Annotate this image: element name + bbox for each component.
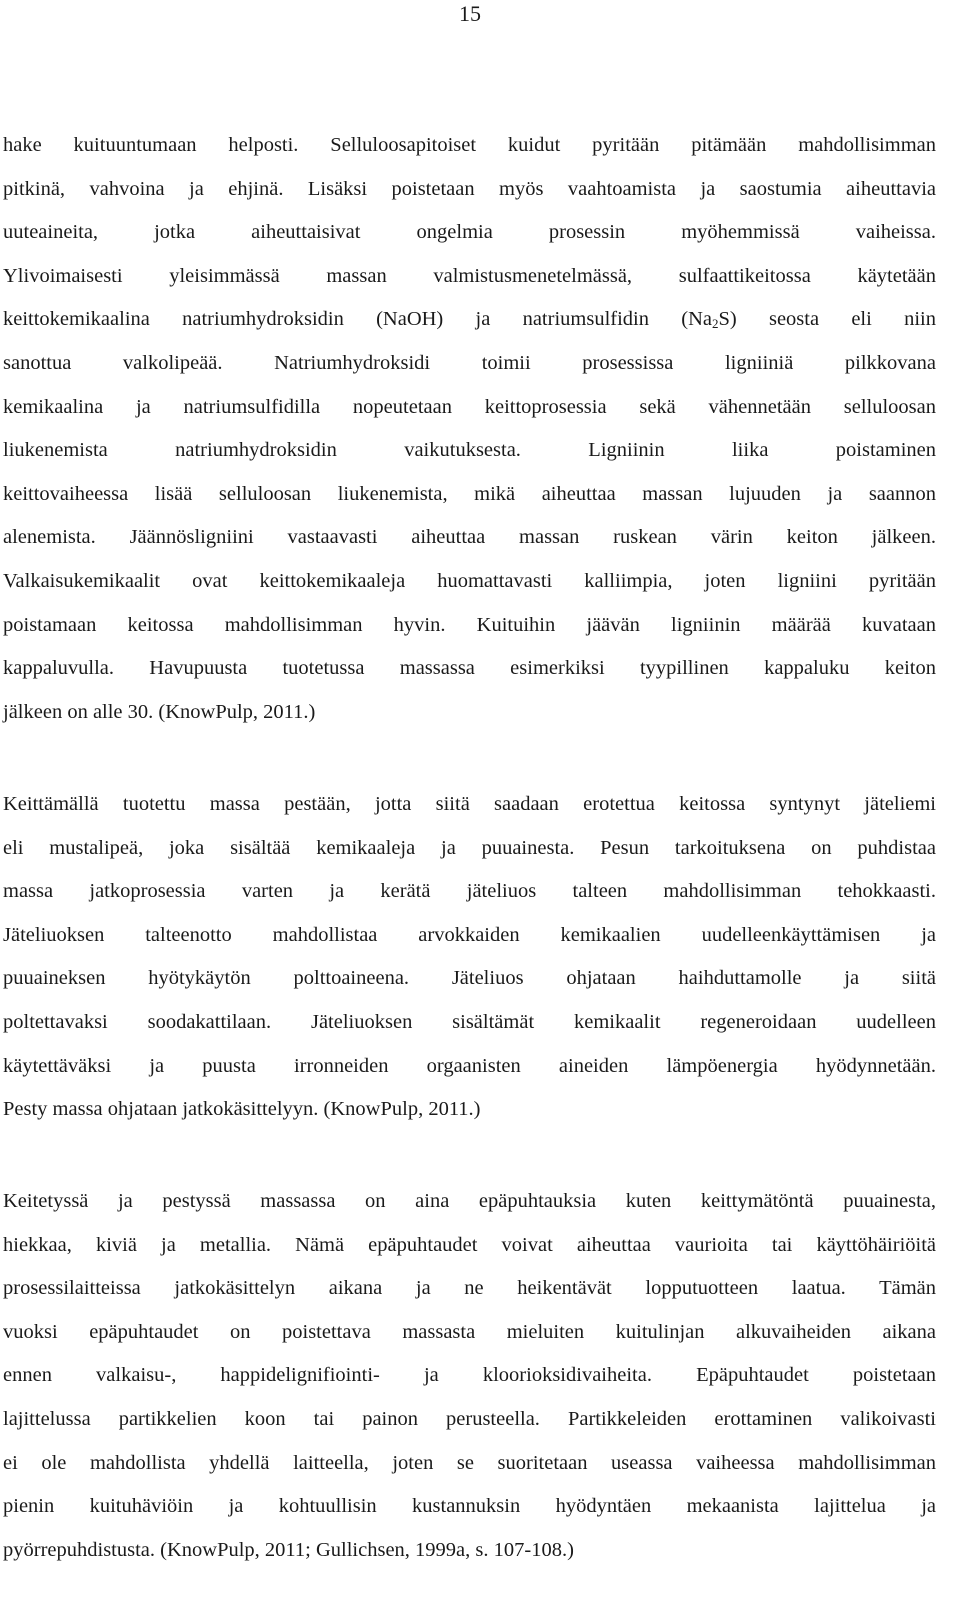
- text-line: massa jatkoprosessia varten ja kerätä jäteliuos talteen mahdollisimman tehokkaasti.: [3, 880, 936, 903]
- text-line: Valkaisukemikaalit ovat keittokemikaaleja huomattavasti kalliimpia, joten ligniini pyritään: [3, 569, 936, 592]
- text-line: pyörrepuhdistusta. (KnowPulp, 2011; Gullichsen, 1999a, s. 107-108.): [3, 1538, 574, 1561]
- text-line: prosessilaitteissa jatkokäsittelyn aikana ja ne heikentävät lopputuotteen laatua. Tämän: [3, 1277, 936, 1300]
- text-line: hake kuituuntumaan helposti. Selluloosapitoiset kuidut pyritään pitämään mahdollisimman: [3, 134, 936, 156]
- text-line: puuaineksen hyötykäytön polttoaineena. Jäteliuos ohjataan haihduttamolle ja siitä: [3, 967, 936, 990]
- text-line: Ylivoimaisesti yleisimmässä massan valmistusmenetelmässä, sulfaattikeitossa käytetään: [3, 264, 936, 287]
- text-line: Pesty massa ohjataan jatkokäsittelyyn. (KnowPulp, 2011.): [3, 1098, 481, 1121]
- text-line: Keitetyssä ja pestyssä massassa on aina epäpuhtauksia kuten keittymätöntä puuainesta,: [3, 1190, 936, 1212]
- text-line: ei ole mahdollista yhdellä laitteella, joten se suoritetaan useassa vaiheessa mahdollisimman: [3, 1451, 936, 1474]
- text-line: lajittelussa partikkelien koon tai painon perusteella. Partikkeleiden erottaminen valikoivasti: [3, 1407, 936, 1430]
- subscript-text: 2: [711, 316, 719, 332]
- text-line: sanottua valkolipeää. Natriumhydroksidi toimii prosessissa ligniiniä pilkkovana: [3, 351, 936, 374]
- text-line: Keittämällä tuotettu massa pestään, jotta siitä saadaan erotettua keitossa syntynyt jäteliemi: [3, 793, 936, 815]
- text-line: hiekkaa, kiviä ja metallia. Nämä epäpuhtaudet voivat aiheuttaa vaurioita tai käyttöhäiriöitä: [3, 1233, 936, 1256]
- paragraph-pulping-process: [3, 124, 936, 734]
- text-line: uuteaineita, jotka aiheuttaisivat ongelmia prosessin myöhemmissä vaiheissa.: [3, 221, 936, 244]
- text-line: pienin kuituhäviöin ja kohtuullisin kustannuksin hyödyntäen mekaanista lajittelua ja: [3, 1495, 936, 1518]
- text-line: jälkeen on alle 30. (KnowPulp, 2011.): [3, 700, 316, 723]
- text-line: kappaluvulla. Havupuusta tuotetussa massassa esimerkiksi tyypillinen kappaluku keiton: [3, 657, 936, 680]
- text-line: liukenemista natriumhydroksidin vaikutuksesta. Ligniinin liika poistaminen: [3, 439, 936, 462]
- text-line: eli mustalipeä, joka sisältää kemikaaleja ja puuainesta. Pesun tarkoituksena on puhdistaa: [3, 836, 936, 859]
- text-line: [3, 298, 936, 342]
- text-line: alenemista. Jäännösligniini vastaavasti aiheuttaa massan ruskean värin keiton jälkeen.: [3, 526, 936, 549]
- text-segment: S) seosta eli niin: [718, 308, 936, 331]
- text-line: keittovaiheessa lisää selluloosan liukenemista, mikä aiheuttaa massan lujuuden ja saannon: [3, 482, 936, 505]
- text-line: pitkinä, vahvoina ja ehjinä. Lisäksi poistetaan myös vaahtoamista ja saostumia aiheuttavia: [3, 177, 936, 200]
- text-line: vuoksi epäpuhtaudet on poistettava massasta mieluiten kuitulinjan alkuvaiheiden aikana: [3, 1320, 936, 1343]
- text-line: poistamaan keitossa mahdollisimman hyvin. Kuituihin jäävän ligniinin määrää kuvataan: [3, 613, 936, 636]
- text-line: poltettavaksi soodakattilaan. Jäteliuoksen sisältämät kemikaalit regeneroidaan uudelleen: [3, 1010, 936, 1033]
- page-number: 15: [459, 1, 481, 26]
- paragraph-pulp-washing: [3, 783, 936, 1132]
- text-line: Jäteliuoksen talteenotto mahdollistaa arvokkaiden kemikaalien uudelleenkäyttämisen ja: [3, 923, 936, 946]
- text-line: kemikaalina ja natriumsulfidilla nopeutetaan keittoprosessia sekä vähennetään selluloosan: [3, 395, 936, 418]
- paragraph-pulp-screening: [3, 1180, 936, 1572]
- text-line: käytettäväksi ja puusta irronneiden orgaanisten aineiden lämpöenergia hyödynnetään.: [3, 1054, 936, 1077]
- text-line: ennen valkaisu-, happidelignifiointi- ja kloorioksidivaiheita. Epäpuhtaudet poistetaan: [3, 1364, 936, 1387]
- text-segment: keittokemikaalina natriumhydroksidin (NaOH) ja natriumsulfidin (Na: [3, 308, 712, 331]
